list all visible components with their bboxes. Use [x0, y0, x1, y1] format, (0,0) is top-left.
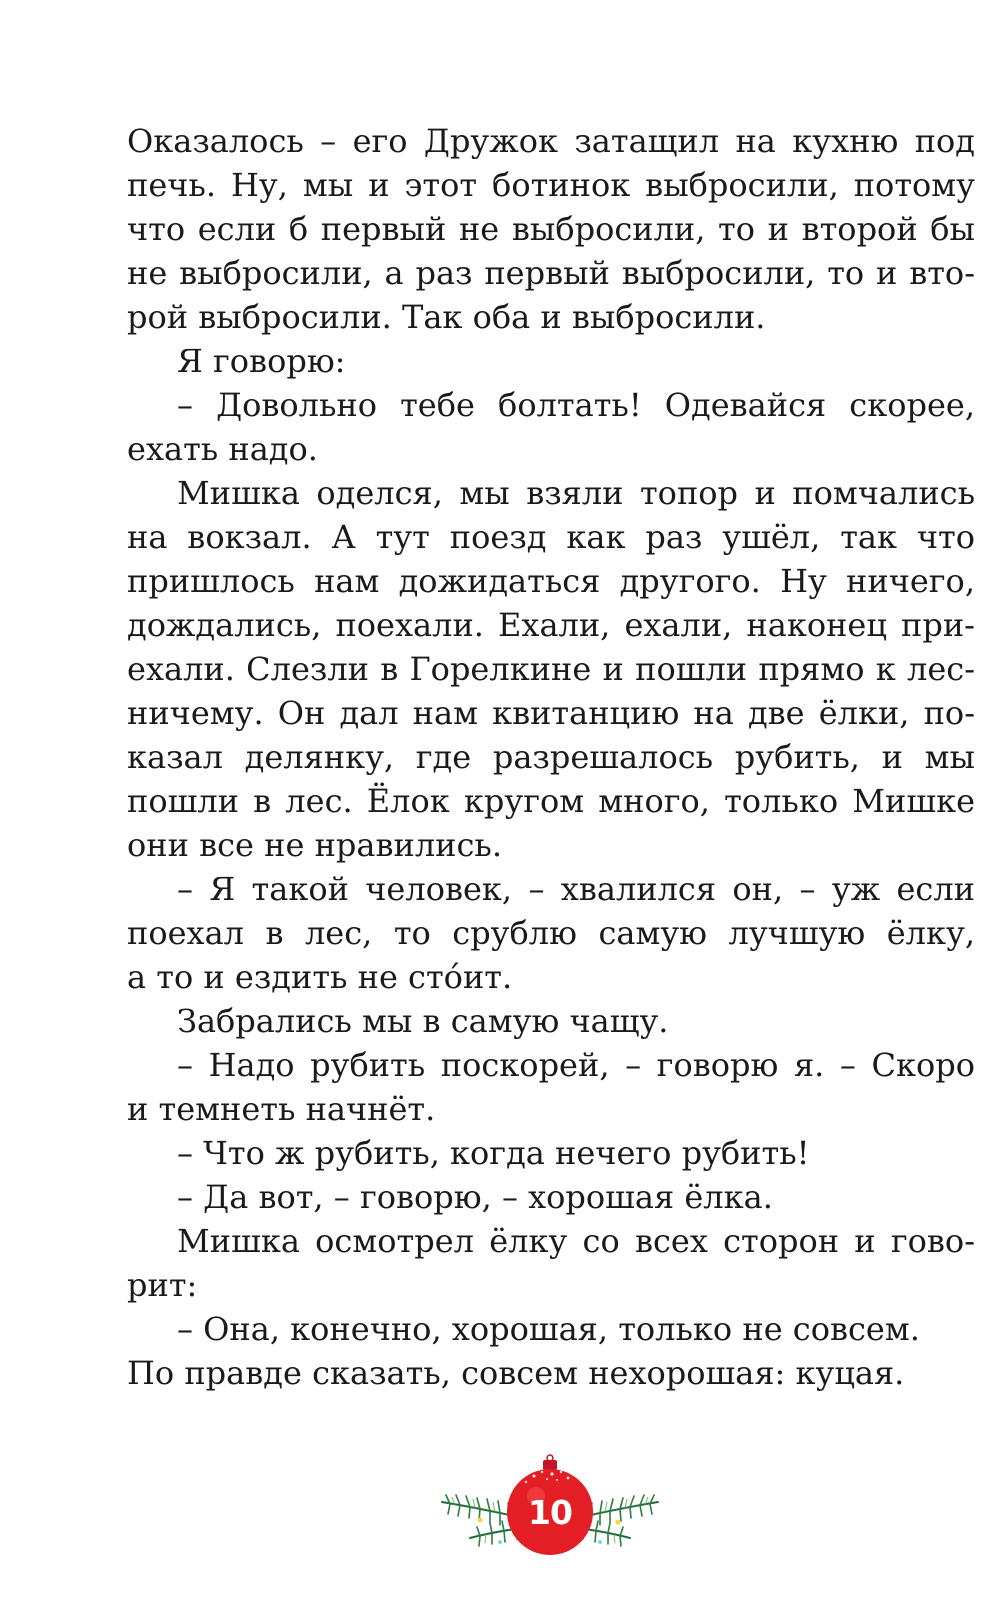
text-line: – Довольно тебе болтать! Одевайся скорее, — [177, 386, 975, 424]
page-body-text — [127, 119, 975, 1395]
text-line: рит: — [127, 1266, 198, 1304]
text-line: пошли в лес. Ёлок кругом много, только Мишке — [127, 782, 975, 820]
text-line: – Она, конечно, хорошая, только не совсем. — [177, 1310, 920, 1348]
text-line: ехали. Слезли в Горелкине и пошли прямо к лес- — [127, 650, 975, 688]
text-line: а то и ездить не стóит. — [127, 958, 513, 996]
text-line: Оказалось – его Дружок затащил на кухню под — [127, 122, 975, 160]
text-line: ехать надо. — [127, 430, 318, 468]
text-line: не выбросили, а раз первый выбросили, то и вто- — [127, 254, 975, 292]
text-line: – Что ж рубить, когда нечего рубить! — [177, 1134, 810, 1172]
text-line: они все не нравились. — [127, 826, 502, 864]
text-line: рой выбросили. Так оба и выбросили. — [127, 298, 766, 336]
text-line: печь. Ну, мы и этот ботинок выбросили, потому — [127, 166, 975, 204]
text-line: ничему. Он дал нам квитанцию на две ёлки, по- — [127, 694, 975, 732]
text-line: на вокзал. А тут поезд как раз ушёл, так что — [127, 518, 975, 556]
text-line: казал делянку, где разрешалось рубить, и мы — [127, 738, 975, 776]
text-line: и темнеть начнёт. — [127, 1090, 436, 1128]
text-line: Забрались мы в самую чащу. — [177, 1002, 669, 1040]
text-line: Я говорю: — [177, 342, 346, 380]
text-line: – Да вот, – говорю, – хорошая ёлка. — [177, 1178, 773, 1216]
text-line: поехал в лес, то срублю самую лучшую ёлку, — [127, 914, 975, 952]
text-line: По правде сказать, совсем нехорошая: куцая. — [127, 1354, 905, 1392]
page-footer — [440, 1450, 660, 1570]
text-line: дождались, поехали. Ехали, ехали, наконец при- — [127, 606, 975, 644]
page-number: 10 — [528, 1492, 572, 1532]
text-line: что если б первый не выбросили, то и второй бы — [127, 210, 975, 248]
text-line: пришлось нам дожидаться другого. Ну ничего, — [127, 562, 975, 600]
text-line: Мишка оделся, мы взяли топор и помчались — [177, 474, 975, 512]
text-line: – Я такой человек, – хвалился он, – уж если — [177, 870, 975, 908]
text-line: – Надо рубить поскорей, – говорю я. – Скоро — [177, 1046, 975, 1084]
text-line: Мишка осмотрел ёлку со всех сторон и гово- — [177, 1222, 975, 1260]
